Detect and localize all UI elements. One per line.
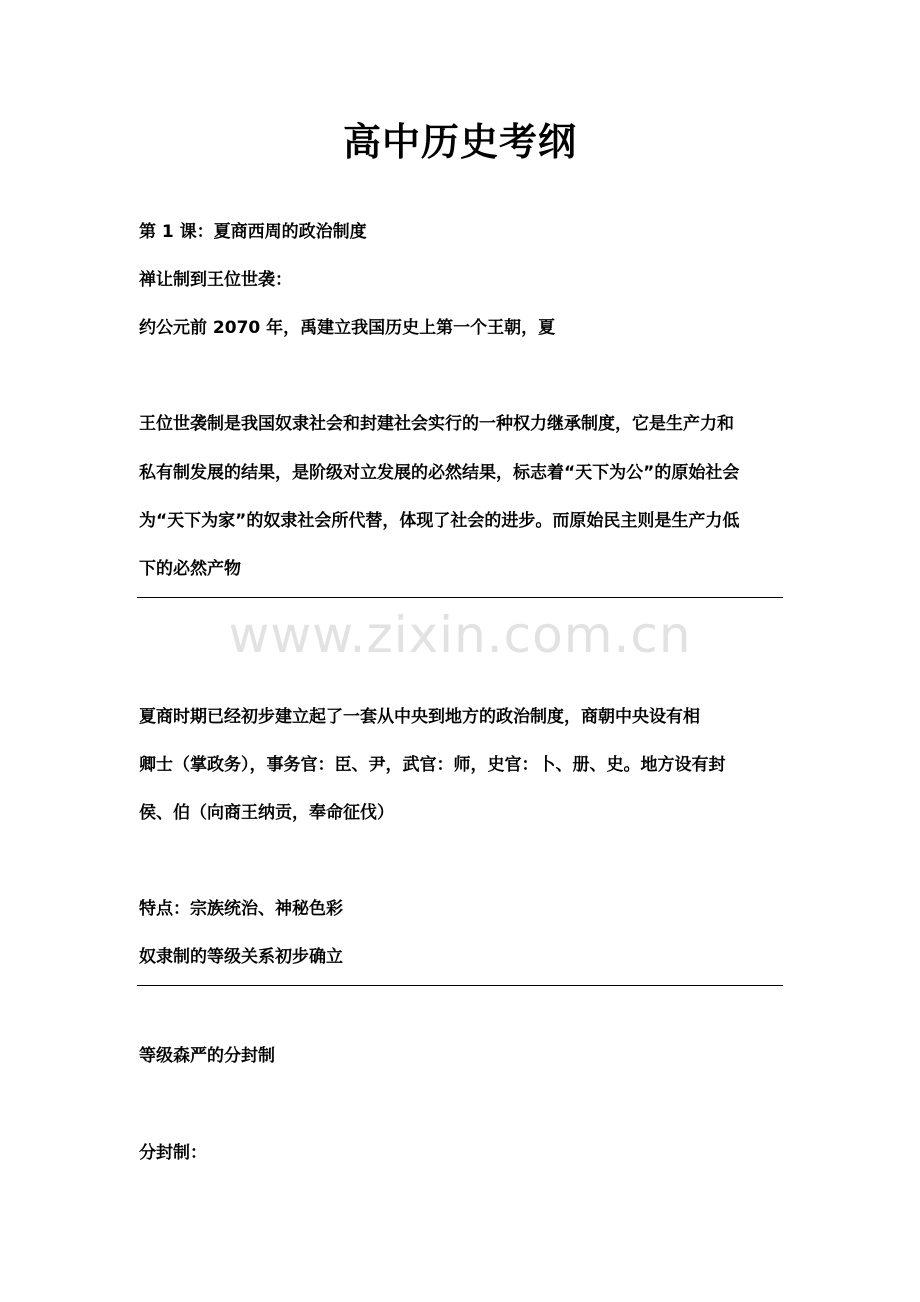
section-heading-succession: 禅让制到王位世袭： xyxy=(139,270,292,290)
paragraph-line: 侯、伯（向商王纳贡，奉命征伐） xyxy=(139,803,394,823)
lesson-heading: 第 1 课：夏商西周的政治制度 xyxy=(139,222,367,242)
paragraph-line: 为“天下为家”的奴隶社会所代替，体现了社会的进步。而原始民主则是生产力低 xyxy=(139,511,740,531)
section-heading-enfeoffment: 分封制： xyxy=(139,1143,207,1163)
paragraph-line: 私有制发展的结果，是阶级对立发展的必然结果，标志着“天下为公”的原始社会 xyxy=(139,463,740,483)
watermark: www.zixin.com.cn xyxy=(228,606,692,664)
text-line-hierarchy: 奴隶制的等级关系初步确立 xyxy=(139,947,343,967)
horizontal-divider xyxy=(137,985,783,986)
paragraph-line: 夏商时期已经初步建立起了一套从中央到地方的政治制度，商朝中央设有相 xyxy=(139,707,700,727)
paragraph-line: 王位世袭制是我国奴隶社会和封建社会实行的一种权力继承制度，它是生产力和 xyxy=(139,414,734,434)
horizontal-divider xyxy=(137,597,783,598)
section-heading-feudal: 等级森严的分封制 xyxy=(139,1046,275,1066)
paragraph-line: 下的必然产物 xyxy=(139,559,241,579)
features-line: 特点：宗族统治、神秘色彩 xyxy=(139,899,343,919)
document-title: 高中历史考纲 xyxy=(342,120,577,164)
text-line-xia-founding: 约公元前 2070 年，禹建立我国历史上第一个王朝，夏 xyxy=(139,318,556,338)
paragraph-line: 卿士（掌政务），事务官：臣、尹，武官：师，史官：卜、册、史。地方设有封 xyxy=(139,755,726,775)
